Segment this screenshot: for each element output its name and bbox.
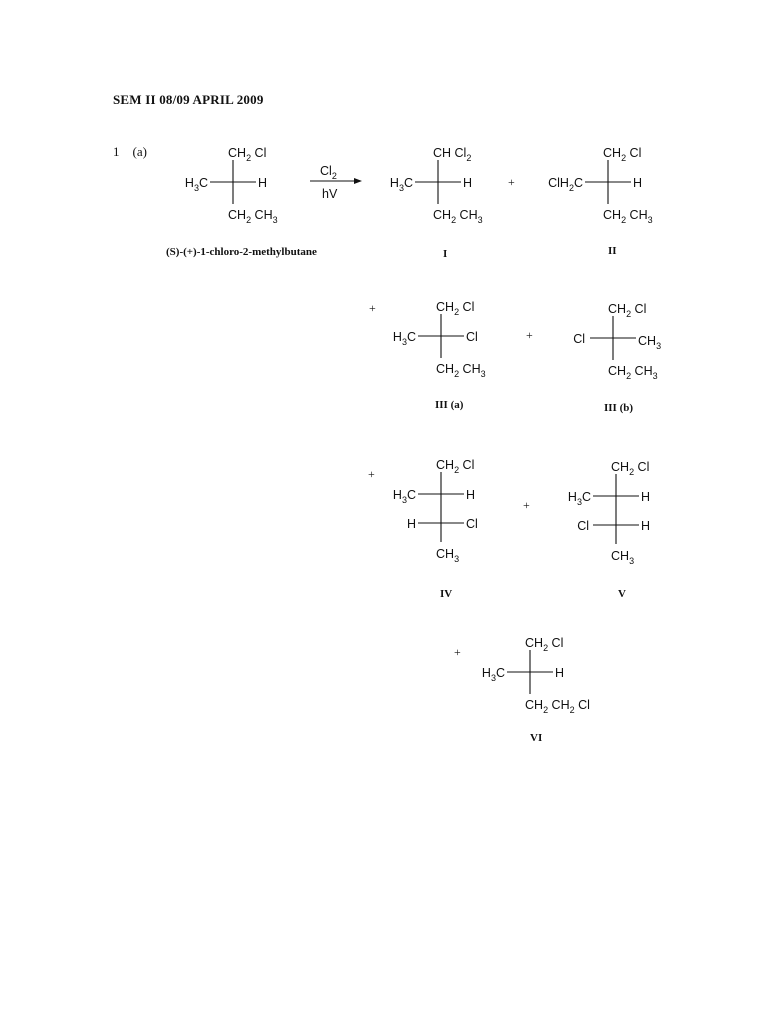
reactant-bottom-group: $CH_2$ $CH_3$ bbox=[228, 208, 278, 225]
product-II-top-group: $CH_2$ Cl bbox=[603, 146, 642, 163]
arrow-head bbox=[354, 178, 362, 184]
product-V-label: V bbox=[618, 588, 626, 600]
product-IV-upper-left-group: $H_3C$ bbox=[392, 488, 416, 505]
product-IIIb-fischer-projection bbox=[550, 296, 680, 386]
product-V-upper-right-group: H bbox=[641, 490, 651, 504]
product-V-lower-left-group: Cl bbox=[577, 519, 589, 533]
plus-sign-6: + bbox=[454, 645, 461, 659]
product-I-bottom-group: $CH_2$ $CH_3$ bbox=[433, 208, 483, 225]
plus-sign-5: + bbox=[523, 498, 530, 512]
page-title: SEM II 08/09 APRIL 2009 bbox=[113, 92, 264, 107]
product-VI-top-group: $CH_2$ Cl bbox=[525, 636, 564, 653]
product-IIIa-left-group: $H_3C$ bbox=[392, 330, 416, 347]
product-V-top-group: $CH_2$ Cl bbox=[611, 460, 650, 477]
product-II-left-group: ClH$_2$C bbox=[548, 176, 583, 193]
product-IIIa-label: III (a) bbox=[435, 399, 464, 411]
plus-sign-3: + bbox=[526, 328, 533, 342]
product-V-upper-left-group: $H_3C$ bbox=[567, 490, 591, 507]
reactant-top-group: $CH_2$ Cl bbox=[228, 146, 267, 163]
question-number bbox=[113, 144, 147, 160]
product-IIIb-left-group: Cl bbox=[573, 332, 585, 346]
product-IV-fischer-projection bbox=[378, 452, 508, 572]
product-V-lower-right-group: H bbox=[641, 519, 651, 533]
product-IV-top-group: $CH_2$ Cl bbox=[436, 458, 475, 475]
product-II-label: II bbox=[608, 245, 617, 257]
product-IIIb-right-group: $CH_3$ bbox=[638, 334, 662, 351]
product-V-bottom-group: $CH_3$ bbox=[611, 549, 635, 566]
product-VI-left-group: $H_3C$ bbox=[481, 666, 505, 683]
product-II-right-group: H bbox=[633, 176, 643, 190]
product-IIIa-right-group: Cl bbox=[466, 330, 478, 344]
product-VI-right-group: H bbox=[555, 666, 565, 680]
condition-label: hV bbox=[322, 187, 338, 201]
product-I-top-group: CH $Cl_2$ bbox=[433, 146, 472, 163]
product-IIIb-bottom-group: $CH_2$ $CH_3$ bbox=[608, 364, 658, 381]
product-IIIa-bottom-group: $CH_2$ $CH_3$ bbox=[436, 362, 486, 379]
product-IV-lower-right-group: Cl bbox=[466, 517, 478, 531]
product-I-right-group: H bbox=[463, 176, 473, 190]
question-part: (a) bbox=[132, 144, 147, 159]
product-VI-bottom-group: $CH_2$ $CH_2$ Cl bbox=[525, 698, 590, 715]
product-IIIa-fischer-projection bbox=[378, 294, 508, 384]
product-I-fischer-projection bbox=[375, 140, 505, 230]
product-II-fischer-projection bbox=[545, 140, 675, 230]
question-number-value: 1 bbox=[113, 144, 120, 159]
reactant-fischer-projection bbox=[170, 140, 300, 230]
plus-sign-4: + bbox=[368, 467, 375, 481]
product-IV-label: IV bbox=[440, 588, 453, 600]
product-IV-bottom-group: $CH_3$ bbox=[436, 547, 460, 564]
plus-sign-2: + bbox=[369, 301, 376, 315]
product-IIIb-label: III (b) bbox=[604, 402, 634, 414]
reactant-name: (S)-(+)-1-chloro-2-methylbutane bbox=[166, 246, 317, 258]
reactant-left-group: $H_3C$ bbox=[184, 176, 208, 193]
reactant-right-group: H bbox=[258, 176, 268, 190]
reaction-arrow bbox=[306, 158, 376, 203]
product-IIIb-top-group: $CH_2$ Cl bbox=[608, 302, 647, 319]
product-VI-fischer-projection bbox=[467, 630, 627, 720]
product-IIIa-top-group: $CH_2$ Cl bbox=[436, 300, 475, 317]
product-I-left-group: $H_3C$ bbox=[389, 176, 413, 193]
reagent-label: $Cl_2$ bbox=[320, 164, 337, 181]
product-VI-label: VI bbox=[530, 732, 543, 744]
product-V-fischer-projection bbox=[553, 454, 683, 574]
product-I-label: I bbox=[443, 248, 448, 260]
plus-sign-1: + bbox=[508, 175, 515, 189]
product-II-bottom-group: $CH_2$ $CH_3$ bbox=[603, 208, 653, 225]
product-IV-lower-left-group: H bbox=[406, 517, 416, 531]
product-IV-upper-right-group: H bbox=[466, 488, 476, 502]
